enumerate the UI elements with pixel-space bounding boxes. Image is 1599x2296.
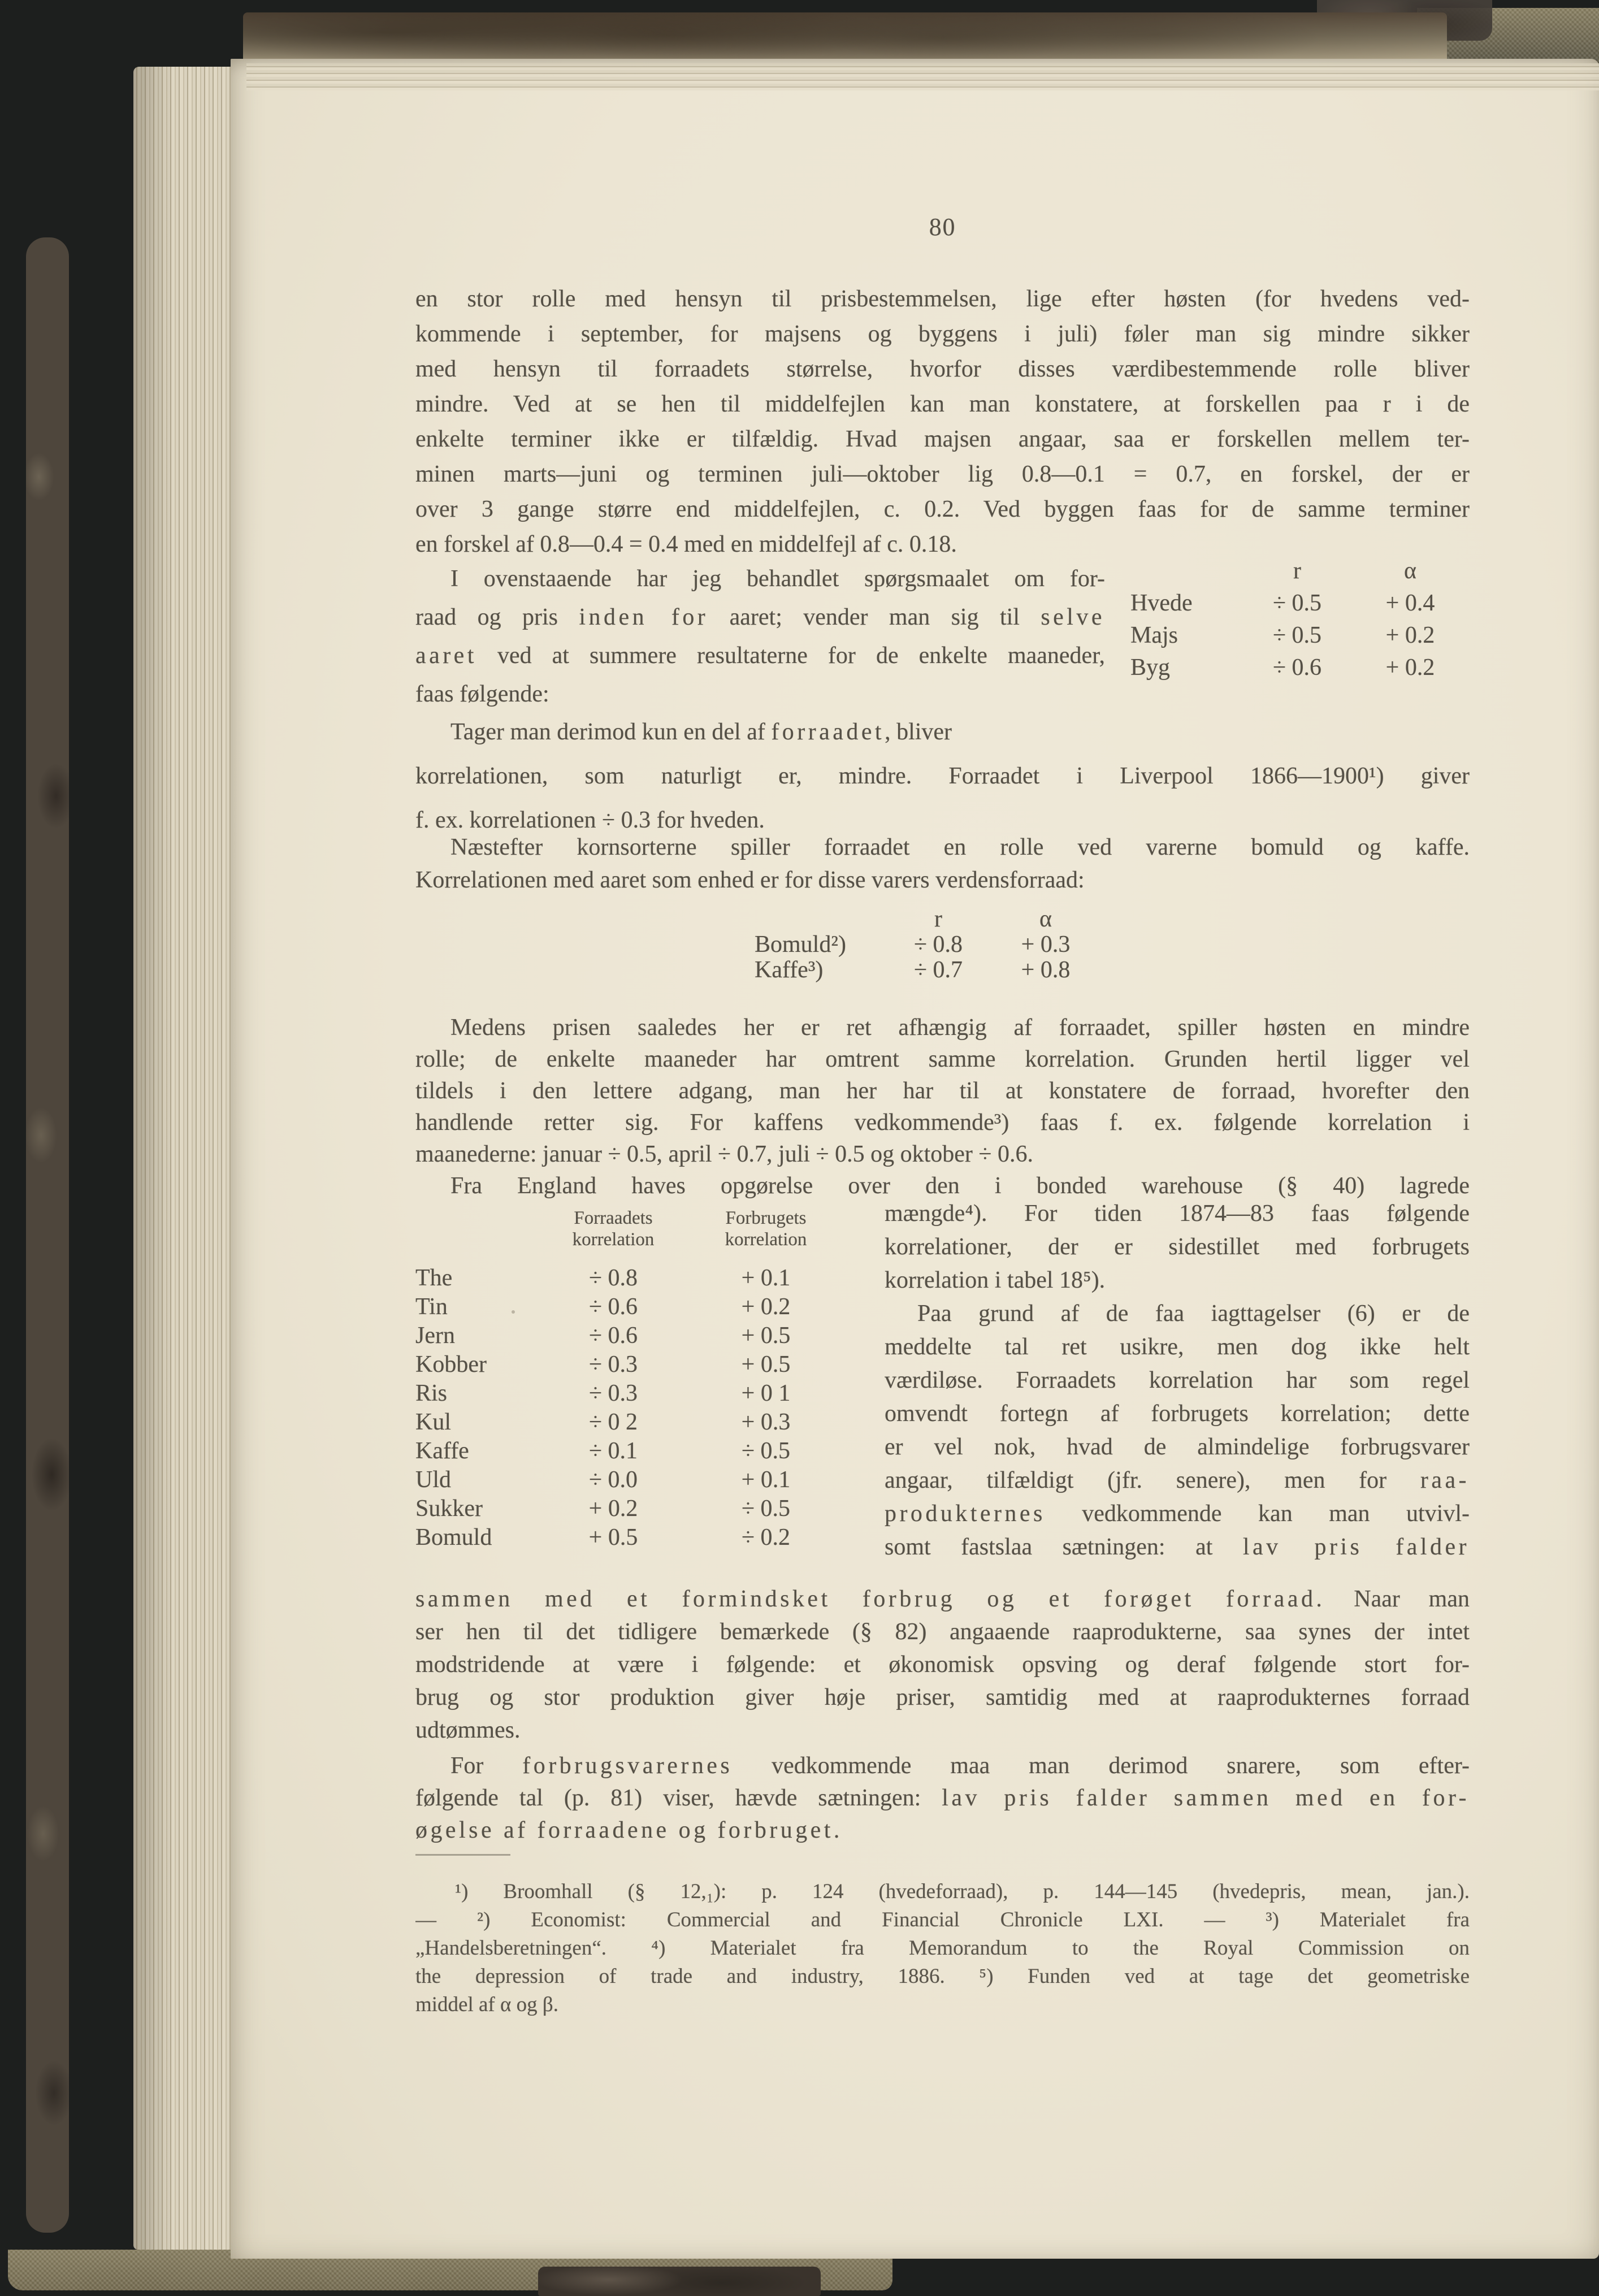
cell-forbrug: + 0.5 <box>741 1351 791 1377</box>
column-header-r: r <box>1293 558 1301 584</box>
row-label: Bomuld <box>415 1524 492 1550</box>
marbled-spine-edge <box>26 237 69 2233</box>
row-label: Byg <box>1130 655 1171 681</box>
emphasized-text: aaret <box>415 643 477 669</box>
cotton-coffee-correlation-table <box>755 906 1105 982</box>
emphasized-text: lav pris falder sammen med en for- <box>942 1785 1470 1811</box>
footnote-line: — ²) Economist: Commercial and Financial Chronicle LXI. — ³) Materialet fra <box>415 1908 1470 1931</box>
text-line: Næstefter kornsorterne spiller forraadet en rolle ved varerne bomuld og kaffe. <box>450 834 1470 860</box>
column-header-r: r <box>934 906 942 932</box>
row-label: Hvede <box>1130 590 1193 616</box>
cell-alpha: + 0.2 <box>1385 655 1435 681</box>
cell-forraad: + 0.2 <box>588 1496 638 1522</box>
footnote-line: middel af α og β. <box>415 1993 558 2016</box>
cell-alpha: + 0.2 <box>1385 622 1435 648</box>
text-line: modstridende at være i følgende: et økonomisk opsving og deraf følgende stort for- <box>415 1652 1470 1678</box>
column-header-forraadets-korrelation: Forraadets korrelation <box>572 1208 655 1250</box>
text-line: Korrelationen med aaret som enhed er for disse varers verdensforraad: <box>415 867 1085 893</box>
footnote-line: the depression of trade and industry, 1886. ⁵) Funden ved at tage det geometriske <box>415 1965 1470 1988</box>
text-line: maanederne: januar ÷ 0.5, april ÷ 0.7, juli ÷ 0.5 og oktober ÷ 0.6. <box>415 1141 1033 1167</box>
cell-alpha: + 0.8 <box>1021 957 1071 983</box>
text-segment: angaar, tilfældigt (jfr. senere), men for <box>885 1467 1420 1493</box>
emphasized-text: inden for <box>579 604 709 630</box>
leather-corner-bottom <box>538 2267 821 2296</box>
cell-forraad: ÷ 0.6 <box>588 1323 638 1349</box>
text-line: mængde⁴). For tiden 1874—83 faas følgende <box>885 1201 1470 1227</box>
cell-r: ÷ 0.6 <box>1272 655 1322 681</box>
right-column <box>885 1197 1470 1564</box>
text-segment: raad og pris <box>415 604 579 630</box>
cell-r: ÷ 0.8 <box>913 932 963 958</box>
emphasized-text: produkternes <box>885 1501 1046 1527</box>
text-line: meddelte tal ret usikre, men dog ikke helt <box>885 1334 1470 1360</box>
text-line: ser hen til det tidligere bemærkede (§ 82) angaaende raaprodukterne, saa synes der intet <box>415 1619 1470 1645</box>
row-label: Majs <box>1130 622 1178 648</box>
cell-forraad: + 0.5 <box>588 1524 638 1550</box>
text-line: med hensyn til forraadets størrelse, hvorfor disses værdibestemmende rolle bliver <box>415 356 1470 382</box>
row-label: Jern <box>415 1323 455 1349</box>
page-top-edge-lines <box>246 63 1599 90</box>
row-label: Tin <box>415 1294 448 1320</box>
paragraph-5 <box>415 1012 1470 1170</box>
row-label: Kobber <box>415 1351 487 1377</box>
text-line: minen marts—juni og terminen juli—oktober lig 0.8—0.1 = 0.7, en forskel, der er <box>415 461 1470 487</box>
text-line: omvendt fortegn af forbrugets korrelation; dette <box>885 1401 1470 1427</box>
row-label: Ris <box>415 1380 448 1406</box>
table-corner-cell <box>755 906 890 932</box>
cell-forbrug: + 0.1 <box>741 1467 791 1493</box>
emphasized-text: øgelse af forraadene og forbruget. <box>415 1817 843 1843</box>
footnote-line: ¹) Broomhall (§ 12,₁): p. 124 (hvedeforraad), p. 144—145 (hvedepris, mean, jan.). <box>455 1880 1470 1903</box>
cell-forraad: ÷ 0.8 <box>588 1265 638 1291</box>
cell-forbrug: + 0 1 <box>741 1380 791 1406</box>
cell-r: ÷ 0.5 <box>1272 622 1322 648</box>
footnotes <box>415 1878 1470 2019</box>
text-line: kommende i september, for majsens og byggens i juli) føler man sig mindre sikker <box>415 321 1470 347</box>
text-line: en stor rolle med hensyn til prisbestemmelsen, lige efter høsten (for hvedens ved- <box>415 286 1470 312</box>
table-corner-cell <box>415 1207 540 1250</box>
cell-forraad: ÷ 0.3 <box>588 1380 638 1406</box>
row-label: The <box>415 1265 453 1291</box>
cell-forraad: ÷ 0.3 <box>588 1351 638 1377</box>
commodity-table-header <box>415 1207 845 1250</box>
footnote-line: „Handelsberetningen“. ⁴) Materialet fra Memorandum to the Royal Commission on <box>415 1937 1470 1960</box>
emphasized-text: selve <box>1041 604 1105 630</box>
row-label: Kaffe³) <box>755 957 824 983</box>
text-line <box>415 1583 1470 1615</box>
cell-forbrug: + 0.2 <box>741 1294 791 1320</box>
text-segment: ved at summere resultaterne for de enkelte maaneder, <box>476 643 1105 669</box>
table-corner-cell <box>1130 557 1243 594</box>
text-line: enkelte terminer ikke er tilfældig. Hvad majsen angaar, saa er forskellen mellem ter- <box>415 426 1470 452</box>
page-number: 80 <box>929 213 956 241</box>
text-segment: Naar man <box>1325 1586 1470 1612</box>
text-segment: Tager man derimod kun en del af <box>450 719 772 745</box>
cell-alpha: + 0.4 <box>1385 590 1435 616</box>
paragraph-1 <box>415 281 1470 562</box>
emphasized-text: sammen med et formindsket forbrug og et forøget forraad. <box>415 1586 1325 1612</box>
text-line: udtømmes. <box>415 1717 521 1743</box>
paragraph-3 <box>415 710 1470 842</box>
text-line: tildels i den lettere adgang, man her har til at konstatere de forraad, hvorefter den <box>415 1078 1470 1104</box>
text-line: Fra England haves opgørelse over den i bonded warehouse (§ 40) lagrede <box>450 1173 1470 1199</box>
text-line: brug og stor produktion giver høje priser, samtidig med at raaprodukternes forraad <box>415 1684 1470 1710</box>
column-header-forbrugets-korrelation: Forbrugets korrelation <box>725 1208 807 1250</box>
text-line <box>885 1464 1470 1497</box>
text-line <box>415 710 1470 754</box>
row-label: Bomuld²) <box>755 932 846 958</box>
paragraph-2 <box>415 560 1105 713</box>
text-line: korrelationer, der er sidestillet med forbrugets <box>885 1234 1470 1260</box>
page-stack-top-edge <box>243 12 1447 63</box>
cell-forraad: ÷ 0.1 <box>588 1438 638 1464</box>
cell-r: ÷ 0.5 <box>1272 590 1322 616</box>
cell-forbrug: ÷ 0.5 <box>741 1496 791 1522</box>
row-label: Kaffe <box>415 1438 469 1464</box>
cell-forbrug: + 0.3 <box>741 1409 791 1435</box>
paragraph-4 <box>415 831 1470 896</box>
text-segment: somt fastslaa sætningen: at <box>885 1534 1243 1560</box>
text-line: faas følgende: <box>415 681 549 707</box>
text-line: Paa grund af de faa iagttagelser (6) er de <box>917 1301 1470 1327</box>
row-label: Kul <box>415 1409 451 1435</box>
text-line: er vel nok, hvad de almindelige forbrugsvarer <box>885 1434 1470 1460</box>
text-line <box>885 1531 1470 1564</box>
text-line <box>415 636 1105 675</box>
cell-forraad: ÷ 0.6 <box>588 1294 638 1320</box>
text-line <box>885 1497 1470 1531</box>
cell-forbrug: ÷ 0.2 <box>741 1524 791 1550</box>
row-label: Sukker <box>415 1496 483 1522</box>
text-line: mindre. Ved at se hen til middelfejlen kan man konstatere, at forskellen paa r i de <box>415 391 1470 417</box>
paragraph-8 <box>415 1750 1470 1847</box>
grain-correlation-table <box>1130 557 1470 686</box>
text-line: handlende retter sig. For kaffens vedkommende³) faas f. ex. følgende korrelation i <box>415 1110 1470 1136</box>
text-segment: aaret; vender man sig til <box>708 604 1041 630</box>
commodity-correlation-table <box>415 1264 845 1553</box>
text-segment: For <box>450 1753 523 1779</box>
cell-forraad: ÷ 0 2 <box>588 1409 638 1435</box>
column-header-alpha: α <box>1403 558 1416 584</box>
cell-forbrug: ÷ 0.5 <box>741 1438 791 1464</box>
text-line <box>415 1782 1470 1814</box>
emphasized-text: forraadet <box>771 719 885 745</box>
text-segment: følgende tal (p. 81) viser, hævde sætningen: <box>415 1785 942 1811</box>
cell-forraad: ÷ 0.0 <box>588 1467 638 1493</box>
text-line: værdiløse. Forraadets korrelation har som regel <box>885 1367 1470 1393</box>
paragraph-7 <box>415 1583 1470 1747</box>
row-label: Uld <box>415 1467 451 1493</box>
text-line: Medens prisen saaledes her er ret afhængig af forraadet, spiller høsten en mindre <box>450 1015 1470 1041</box>
text-line: over 3 gange større end middelfejlen, c. 0.2. Ved byggen faas for de samme terminer <box>415 496 1470 522</box>
cell-r: ÷ 0.7 <box>913 957 963 983</box>
cell-forbrug: + 0.5 <box>741 1323 791 1349</box>
text-line: rolle; de enkelte maaneder har omtrent samme korrelation. Grunden hertil ligger vel <box>415 1046 1470 1072</box>
text-segment: vedkommende kan man utvivl- <box>1045 1501 1470 1527</box>
text-line: korrelationen, som naturligt er, mindre. Forraadet i Liverpool 1866—1900¹) giver <box>415 763 1470 789</box>
text-line <box>415 1814 1470 1847</box>
emphasized-text: lav pris falder <box>1242 1534 1470 1560</box>
cell-forbrug: + 0.1 <box>741 1265 791 1291</box>
text-line: f. ex. korrelationen ÷ 0.3 for hveden. <box>415 807 765 833</box>
text-line: I ovenstaaende har jeg behandlet spørgsmaalet om for- <box>450 566 1105 592</box>
text-line <box>415 598 1105 636</box>
text-line <box>415 1750 1470 1782</box>
text-line: korrelation i tabel 18⁵). <box>885 1267 1106 1293</box>
cell-alpha: + 0.3 <box>1021 932 1071 958</box>
text-segment: , bliver <box>885 719 952 745</box>
emphasized-text: raa- <box>1420 1467 1470 1493</box>
column-header-alpha: α <box>1039 906 1052 932</box>
text-line: en forskel af 0.8—0.4 = 0.4 med en middelfejl af c. 0.18. <box>415 531 957 557</box>
emphasized-text: forbrugsvarernes <box>522 1753 733 1779</box>
page-stack-left-edge <box>133 67 236 2250</box>
footnote-separator <box>415 1854 510 1856</box>
text-segment: vedkommende maa man derimod snarere, som efter- <box>733 1753 1470 1779</box>
